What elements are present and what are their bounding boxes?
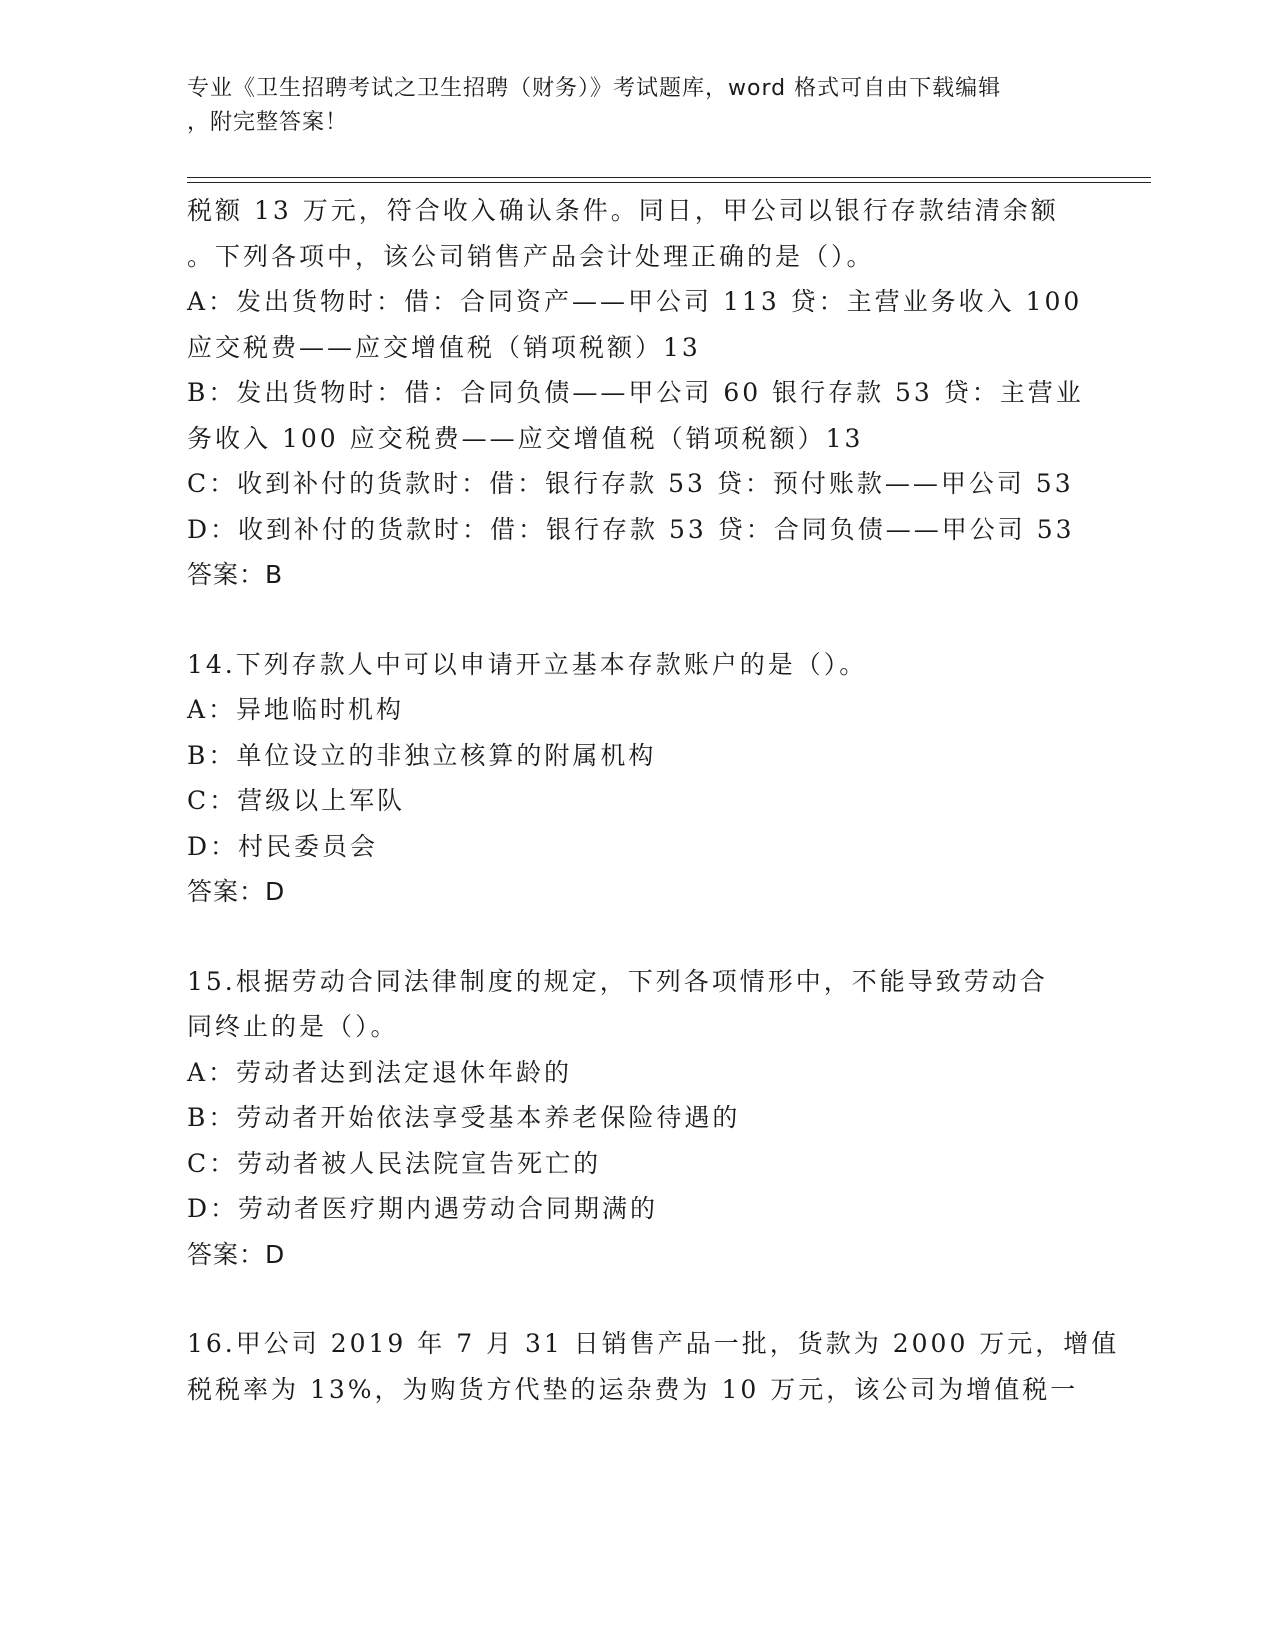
question-stem-line: 税税率为 13%，为购货方代垫的运杂费为 10 万元，该公司为增值税一 xyxy=(187,1374,1079,1404)
option-a-line: A：发出货物时：借：合同资产——甲公司 113 贷：主营业务收入 100 xyxy=(187,287,1083,316)
option-d-line: D：收到补付的货款时：借：银行存款 53 贷：合同负债——甲公司 53 xyxy=(187,514,1075,544)
option-a-line: 应交税费——应交增值税（销项税额）13 xyxy=(187,332,701,362)
answer-line: 答案：D xyxy=(187,877,286,906)
option-b-line: B：劳动者开始依法享受基本养老保险待遇的 xyxy=(187,1103,741,1132)
question-stem-line: 14.下列存款人中可以申请开立基本存款账户的是（）。 xyxy=(187,649,868,679)
option-b-line: B：发出货物时：借：合同负债——甲公司 60 银行存款 53 贷：主营业 xyxy=(187,378,1084,407)
option-a-line: A：劳动者达到法定退休年龄的 xyxy=(187,1057,573,1087)
header-title-line-2: ，附完整答案！ xyxy=(187,110,349,135)
option-b-line: 务收入 100 应交税费——应交增值税（销项税额）13 xyxy=(187,423,864,453)
question-content xyxy=(187,188,1120,1412)
question-stem-line: 。下列各项中，该公司销售产品会计处理正确的是（）。 xyxy=(187,241,875,271)
question-spacer xyxy=(187,1277,1087,1321)
question-16 xyxy=(187,1321,1120,1412)
option-b-line: B：单位设立的非独立核算的附属机构 xyxy=(187,740,657,770)
option-d-line: D：村民委员会 xyxy=(187,831,379,861)
header-divider-bottom xyxy=(187,182,1151,183)
option-a-line: A：异地临时机构 xyxy=(187,695,405,724)
question-15 xyxy=(187,959,1087,1278)
option-c-line: C：劳动者被人民法院宣告死亡的 xyxy=(187,1148,602,1178)
question-spacer xyxy=(187,598,1087,642)
option-c-line: C：营级以上军队 xyxy=(187,786,406,815)
question-stem-line: 15.根据劳动合同法律制度的规定，下列各项情形中，不能导致劳动合 xyxy=(187,966,1048,996)
answer-line: 答案：D xyxy=(187,1239,286,1269)
document-header xyxy=(187,72,1067,140)
header-title-line-1: 专业《卫生招聘考试之卫生招聘（财务）》考试题库，word 格式可自由下载编辑 xyxy=(187,76,1002,101)
option-c-line: C：收到补付的货款时：借：银行存款 53 贷：预付账款——甲公司 53 xyxy=(187,469,1074,498)
question-stem-line: 税额 13 万元，符合收入确认条件。同日，甲公司以银行存款结清余额 xyxy=(187,196,1059,225)
header-divider-top xyxy=(187,177,1151,178)
question-spacer xyxy=(187,915,1087,959)
question-13 xyxy=(187,188,1087,598)
question-14 xyxy=(187,642,1087,915)
question-stem-line: 同终止的是（）。 xyxy=(187,1012,399,1041)
question-stem-line: 16.甲公司 2019 年 7 月 31 日销售产品一批，货款为 2000 万元，增值 xyxy=(187,1329,1120,1358)
option-d-line: D：劳动者医疗期内遇劳动合同期满的 xyxy=(187,1194,659,1223)
answer-line: 答案：B xyxy=(187,560,284,589)
